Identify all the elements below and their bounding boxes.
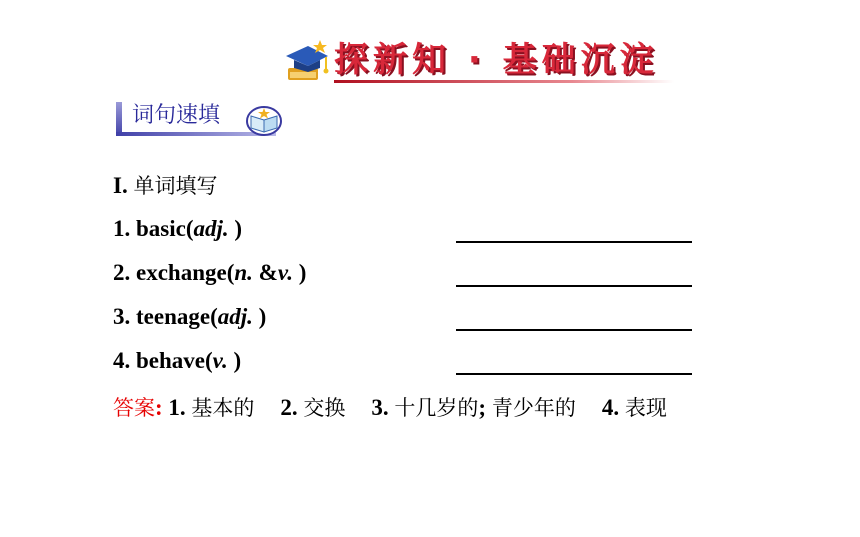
item-conjunction: & [252, 260, 278, 285]
exercise-heading [113, 170, 217, 200]
item-pos: adj. [217, 304, 253, 329]
item-3 [113, 304, 266, 330]
heading-roman: I. [113, 173, 128, 198]
item-number: 3. [113, 304, 131, 329]
answer-text: 十几岁的 [394, 396, 479, 420]
item-word: basic( [136, 216, 194, 241]
answer-text: 青少年的 [491, 396, 576, 420]
item-2 [113, 260, 306, 286]
item-number: 1. [113, 216, 131, 241]
answer-text: 基本的 [191, 396, 255, 420]
banner-underline [334, 80, 674, 83]
section-label: 词句速填 [132, 103, 221, 128]
item-word: behave( [136, 348, 213, 373]
answer-blank-2[interactable] [456, 285, 692, 287]
answer-number: 3. [371, 395, 389, 420]
answer-blank-4[interactable] [456, 373, 692, 375]
item-pos: v. [212, 348, 228, 373]
heading-title: 单词填写 [133, 174, 218, 198]
item-close: ) [228, 216, 243, 241]
banner [282, 28, 682, 90]
answer-number: 2. [280, 395, 298, 420]
answer-blank-3[interactable] [456, 329, 692, 331]
answer-separator: ; [478, 395, 487, 420]
banner-title: 探新知 · 基础沉淀 [334, 40, 659, 80]
answer-blank-1[interactable] [456, 241, 692, 243]
item-1 [113, 216, 242, 242]
item-4 [113, 348, 241, 374]
item-close: ) [227, 348, 242, 373]
answer-label: 答案 [113, 396, 155, 420]
graduation-cap-icon [282, 38, 330, 86]
item-word: teenage( [136, 304, 218, 329]
item-number: 4. [113, 348, 131, 373]
item-pos: n. [234, 260, 253, 285]
item-close: ) [252, 304, 267, 329]
answer-number: 1. [168, 395, 186, 420]
answer-number: 4. [601, 395, 620, 420]
open-book-icon [246, 104, 282, 136]
item-word: exchange( [136, 260, 235, 285]
section-bar [116, 102, 122, 136]
answer-line: 答案: 1. 基本的 2. 交换 3. 十几岁的; 青少年的 4. 表现 [113, 395, 667, 420]
item-pos: v. [277, 260, 293, 285]
answer-text: 表现 [624, 396, 667, 420]
item-pos: adj. [193, 216, 229, 241]
item-close: ) [292, 260, 307, 285]
answer-text: 交换 [303, 396, 346, 420]
section-header [116, 98, 286, 142]
item-number: 2. [113, 260, 131, 285]
